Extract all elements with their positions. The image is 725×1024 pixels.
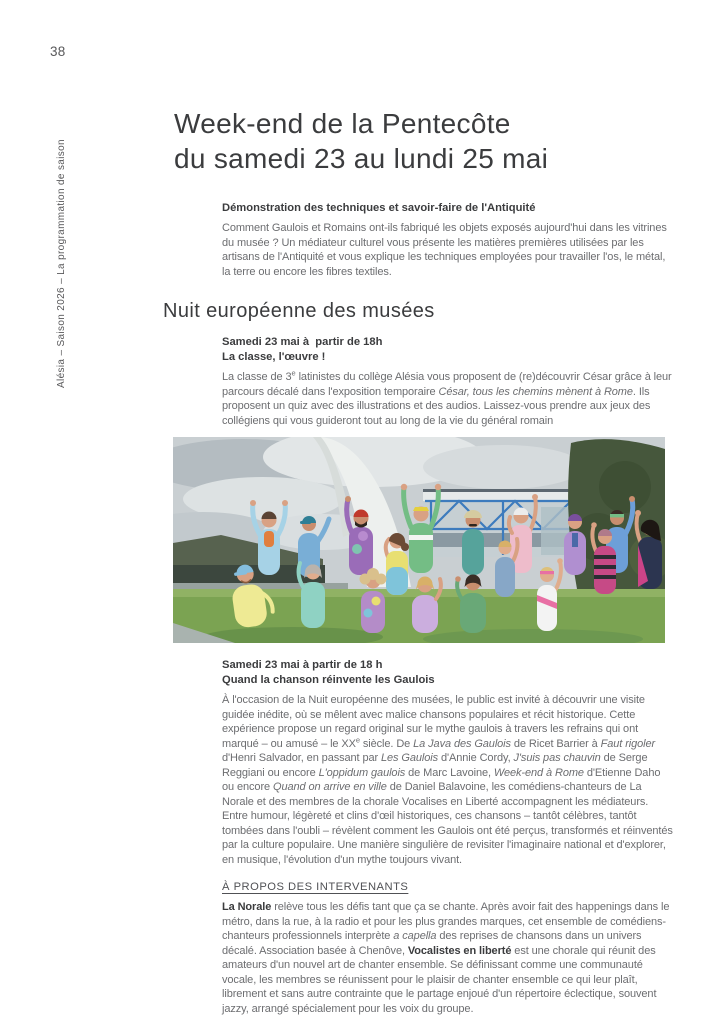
demonstration-paragraph: Comment Gaulois et Romains ont-ils fabriqué les objets exposés aujourd'hui dans les vitrines du musée ? Un médiateur culturel vous présente les matières premières utilisées par les artisans de l'Antiquité et vous explique les techniques employées pour travailler l'os, le métal, la terre ou encore les fibres textiles. <box>222 222 667 278</box>
event1-title: La classe, l'œuvre ! <box>222 351 326 363</box>
page-title-line2: du samedi 23 au lundi 25 mai <box>174 143 549 174</box>
about-heading: À PROPOS DES INTERVENANTS <box>222 881 409 893</box>
about-paragraph: La Norale relève tous les défis tant que ça se chante. Après avoir fait des happenings dans le métro, dans la rue, à la radio et pour les plus grandes marques, cet ensemble de comédiens-chanteurs professionnels interprète a capella des reprises de chansons dans un univers décalé. Association basée à Chenôve, Vocalistes en liberté est une chorale qui réunit des amateurs d'un nouvel art de chanter ensemble. Se définissant comme une communauté vocale, les membres se réunissent pour le plaisir de chanter ensemble ce qui leur plaît, librement et sans autre contrainte que le partage enjoué d'un répertoire éclectique, souvent jazzy, arrangé spécialement pour les voix du groupe. <box>222 901 670 1015</box>
event2-title: Quand la chanson réinvente les Gaulois <box>222 674 435 686</box>
event-photo-illustration <box>173 437 665 643</box>
sidebar-edition-label: Alésia – Saison 2026 – La programmation de saison <box>56 139 67 388</box>
event-la-classe <box>222 335 674 428</box>
section-about-intervenants <box>222 880 674 1016</box>
event-chanson <box>222 658 674 867</box>
event-photo <box>173 437 665 643</box>
page-content <box>163 106 677 1016</box>
demonstration-heading: Démonstration des techniques et savoir-faire de l'Antiquité <box>222 202 536 214</box>
event1-date: Samedi 23 mai à partir de 18h <box>222 336 383 348</box>
event2-paragraph: À l'occasion de la Nuit européenne des musées, le public est invité à découvrir une visite guidée inédite, où se mêlent avec malice chansons populaires et récit historique. Cette expérience propose un regard original sur le mythe gaulois à travers les refrains qui ont marqué – ou amusé – le XXe siècle. De La Java des Gaulois de Ricet Barrier à Faut rigoler d'Henri Salvador, en passant par Les Gaulois d'Annie Cordy, J'suis pas chauvin de Serge Reggiani ou encore L'oppidum gaulois de Marc Lavoine, Week-end à Rome d'Etienne Daho ou encore Quand on arrive en ville de Daniel Balavoine, les comédiens-chanteurs de La Norale et des membres de la chorale Vocalises en Liberté accompagnent les médiateurs. Entre humour, légèreté et clins d'œil historiques, ces chansons – tantôt célèbres, tantôt tombées dans l'oubli – révèlent comment les Gaulois ont été perçus, transformés et réinventés par la culture populaire. Une manière singulière de revisiter l'imaginaire national et d'explorer, en musique, l'évolution d'un mythe toujours vivant. <box>222 694 673 866</box>
page-title <box>174 106 677 176</box>
page-number: 38 <box>50 44 66 59</box>
event1-paragraph: La classe de 3e latinistes du collège Alésia vous proposent de (re)découvrir César grâce à leur parcours décalé dans l'exposition temporaire César, tous les chemins mènent à Rome. Ils proposent un quiz avec des illustrations et des audios. Laissez-vous prendre aux jeux des collégiens qui vous guideront tout au long de la vie du général romain <box>222 368 672 427</box>
page-title-line1: Week-end de la Pentecôte <box>174 108 511 139</box>
event2-date: Samedi 23 mai à partir de 18 h <box>222 659 383 671</box>
section-demonstration <box>222 201 674 279</box>
section-heading-nuit: Nuit européenne des musées <box>163 300 435 322</box>
